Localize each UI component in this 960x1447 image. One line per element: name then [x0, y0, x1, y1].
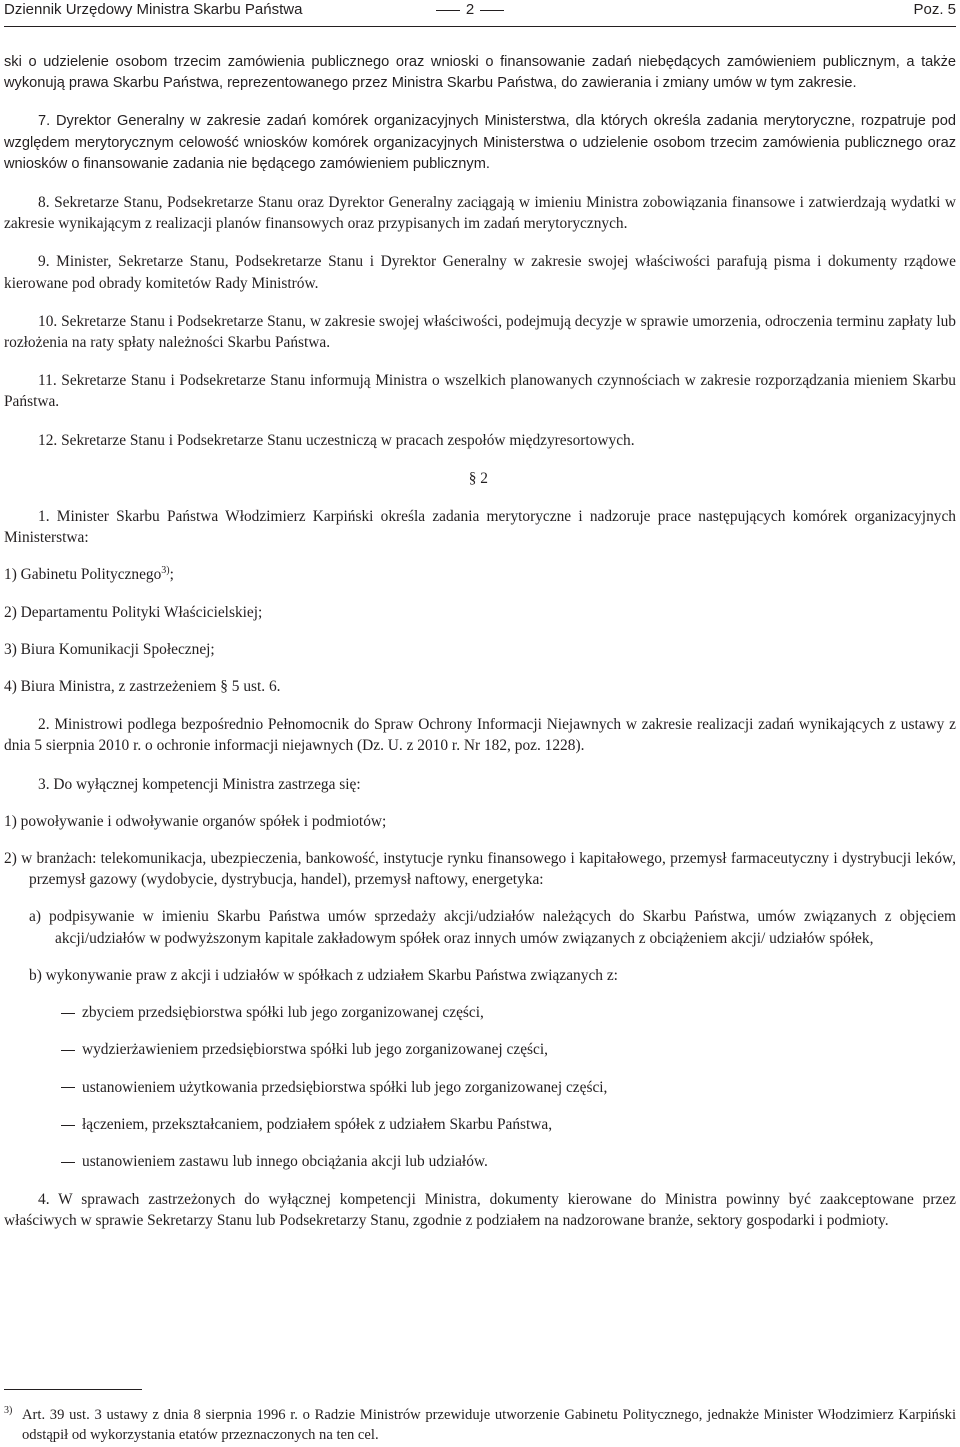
- dash-list-item: [4, 1077, 956, 1098]
- en-dash: [61, 1050, 75, 1051]
- list-item: 2) Departamentu Polityki Właścicielskiej;: [4, 603, 263, 621]
- list-item: 1) powoływanie i odwoływanie organów spółek i podmiotów;: [4, 812, 387, 830]
- footnote-mark: 3): [4, 1405, 13, 1416]
- footnote-text: Art. 39 ust. 3 ustawy z dnia 8 sierpnia 1996 r. o Radzie Ministrów przewiduje utworzenie Gabinetu Politycznego, jednakże Minister Włodzimierz Karpiński odstąpił od wykorzystania etatów przeznaczonych na ten cel.: [22, 1407, 956, 1443]
- document-body: [4, 52, 956, 1232]
- section-2-point-4: 4. W sprawach zastrzeżonych do wyłącznej kompetencji Ministra, dokumenty kierowane do Ministra powinny być zaakceptowane przez właściwych w sprawie Sekretarzy Stanu lub Podsekretarzy Stanu, zgodnie z podziałem na nadzorowane branże, sektory gospodarki i podmioty.: [4, 1191, 956, 1230]
- en-dash: [61, 1013, 75, 1014]
- en-dash: [61, 1162, 75, 1163]
- list-item-end: ;: [169, 566, 174, 584]
- footnote: [4, 1405, 956, 1445]
- dash-list-item-text: ustanowieniem zastawu lub innego obciążania akcji lub udziałów.: [82, 1152, 488, 1170]
- paragraph-7: 7. Dyrektor Generalny w zakresie zadań komórek organizacyjnych Ministerstwa, dla których określa zadania merytoryczne, rozpatruje pod względem merytorycznym celowość wniosków komórek organizacyjnych Ministerstwa o udzielenie osobom trzecim zamówienia publicznego oraz wniosków o finansowanie zadania nie będącego zamówieniem publicznym.: [4, 113, 956, 172]
- dash-right: [480, 10, 504, 11]
- en-dash: [61, 1125, 75, 1126]
- footnote-rule: [4, 1389, 142, 1390]
- page-header: [4, 0, 956, 22]
- paragraph-10: 10. Sekretarze Stanu i Podsekretarze Stanu, w zakresie swojej właściwości, podejmują decyzje w sprawie umorzenia, odroczenia terminu zapłaty lub rozłożenia na raty spłaty należności Skarbu Państwa.: [4, 312, 956, 352]
- list-item: 3) Biura Komunikacji Społecznej;: [4, 640, 215, 658]
- section-2-point-3: 3. Do wyłącznej kompetencji Ministra zastrzega się:: [38, 775, 361, 793]
- page-number-value: 2: [465, 1, 475, 18]
- dash-list-item-text: łączeniem, przekształcaniem, podziałem spółek z udziałem Skarbu Państwa,: [82, 1115, 553, 1133]
- paragraph-9: 9. Minister, Sekretarze Stanu, Podsekretarze Stanu i Dyrektor Generalny w zakresie swojej właściwości parafują pisma i dokumenty rządowe kierowane pod obrady komitetów Rady Ministrów.: [4, 253, 956, 292]
- header-rule: [4, 26, 956, 27]
- dash-list-item: [4, 1039, 956, 1060]
- dash-list-item-text: wydzierżawieniem przedsiębiorstwa spółki lub jego zorganizowanej części,: [82, 1041, 548, 1059]
- dash-list-item: [4, 1151, 956, 1172]
- journal-title: Dziennik Urzędowy Ministra Skarbu Państwa: [4, 1, 303, 18]
- dash-left: [436, 10, 460, 11]
- paragraph-11: 11. Sekretarze Stanu i Podsekretarze Stanu informują Ministra o wszelkich planowanych czynnościach w zakresie rozporządzania mieniem Skarbu Państwa.: [4, 372, 956, 411]
- dash-list-item: [4, 1002, 956, 1023]
- list-item-text: 1) Gabinetu Politycznego: [4, 566, 162, 584]
- dash-list-item: [4, 1114, 956, 1135]
- list-item: b) wykonywanie praw z akcji i udziałów w spółkach z udziałem Skarbu Państwa związanych z:: [29, 966, 618, 984]
- paragraph-continuation: ski o udzielenie osobom trzecim zamówienia publicznego oraz wnioski o finansowanie zadań niebędących zamówieniem publicznym, a także wykonują prawa Skarbu Państwa, reprezentowanego przez Ministra Skarbu Państwa, do zawierania i zmiany umów w tym zakresie.: [4, 54, 956, 92]
- list-item: a) podpisywanie w imieniu Skarbu Państwa umów sprzedaży akcji/udziałów należących do Skarbu Państwa, umów związanych z objęciem akcji/udziałów w podwyższonym kapitale zakładowym spółek oraz innych umów związanych z obciążeniem akcji/ udziałów spółek,: [29, 908, 956, 947]
- dash-list-item-text: ustanowieniem użytkowania przedsiębiorstwa spółki lub jego zorganizowanej części,: [82, 1078, 608, 1096]
- section-2-point-1: 1. Minister Skarbu Państwa Włodzimierz Karpiński określa zadania merytoryczne i nadzoruje prace następujących komórek organizacyjnych Ministerstwa:: [4, 508, 956, 547]
- en-dash: [61, 1087, 75, 1088]
- paragraph-12: 12. Sekretarze Stanu i Podsekretarze Stanu uczestniczą w pracach zespołów międzyresortowych.: [38, 431, 635, 449]
- section-2-point-2: 2. Ministrowi podlega bezpośrednio Pełnomocnik do Spraw Ochrony Informacji Niejawnych w zakresie realizacji zadań wynikających z ustawy z dnia 5 sierpnia 2010 r. o ochronie informacji niejawnych (Dz. U. z 2010 r. Nr 182, poz. 1228).: [4, 716, 956, 755]
- list-item: 4) Biura Ministra, z zastrzeżeniem § 5 ust. 6.: [4, 678, 281, 696]
- list-item: 2) w branżach: telekomunikacja, ubezpieczenia, bankowość, instytucje rynku finansowego i kapitałowego, przemysł farmaceutyczny i dystrybucji leków, przemysł gazowy (wydobycie, dystrybucja, handel), przemysł naftowy, energetyka:: [4, 850, 956, 889]
- position-number: Poz. 5: [913, 1, 956, 18]
- dash-list-item-text: zbyciem przedsiębiorstwa spółki lub jego zorganizowanej części,: [82, 1004, 484, 1022]
- page-number: [420, 0, 520, 20]
- section-heading: § 2: [468, 469, 488, 487]
- footnote-reference: 3): [161, 565, 170, 577]
- list-item: [4, 564, 956, 585]
- paragraph-8: 8. Sekretarze Stanu, Podsekretarze Stanu oraz Dyrektor Generalny zaciągają w imieniu Ministra zobowiązania finansowe i zatwierdzają wydatki w zakresie wynikającym z realizacji planów finansowych oraz przypisanych im zadań merytorycznych.: [4, 194, 956, 233]
